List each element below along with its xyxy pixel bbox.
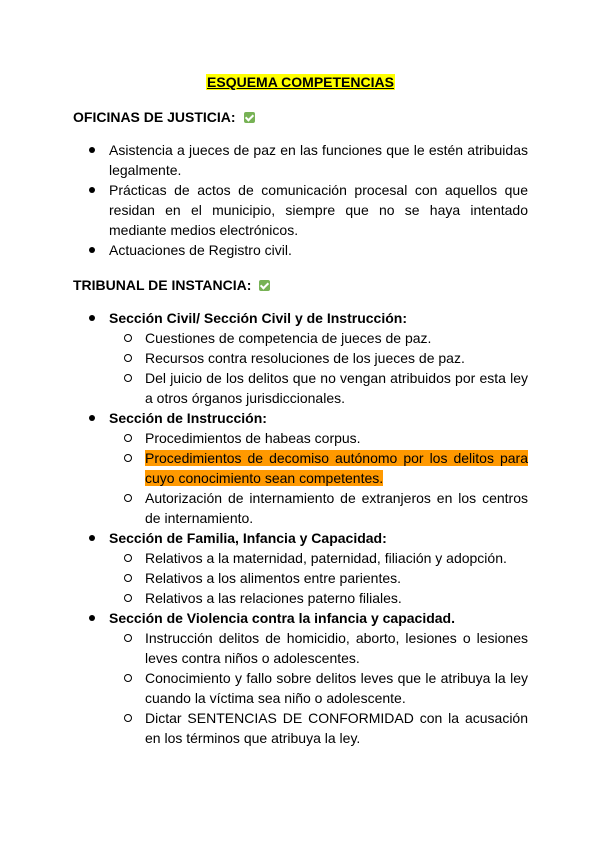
sub-list-item: Relativos a los alimentos entre parientes. xyxy=(109,568,528,588)
sub-list-item: Instrucción delitos de homicidio, aborto, lesiones o lesiones leves contra niños o adolescentes. xyxy=(109,628,528,668)
group-violencia xyxy=(73,608,528,748)
sub-list-item: Relativos a las relaciones paterno filiales. xyxy=(109,588,528,608)
group-label: Sección Civil/ Sección Civil y de Instrucción: xyxy=(109,310,407,326)
sub-list xyxy=(109,548,528,608)
list-item: Prácticas de actos de comunicación procesal con aquellos que residan en el municipio, siempre que no se haya intentado mediante medios electrónicos. xyxy=(73,180,528,240)
sub-list-item: Recursos contra resoluciones de los jueces de paz. xyxy=(109,348,528,368)
list-item: Actuaciones de Registro civil. xyxy=(73,240,528,260)
sub-list-item: Del juicio de los delitos que no vengan atribuidos por esta ley a otros órganos jurisdiccionales. xyxy=(109,368,528,408)
group-instruccion xyxy=(73,408,528,528)
sub-list xyxy=(109,328,528,408)
sub-list-item: Cuestiones de competencia de jueces de paz. xyxy=(109,328,528,348)
tribunal-list xyxy=(73,308,528,748)
group-label: Sección de Violencia contra la infancia y capacidad. xyxy=(109,610,455,626)
group-label: Sección de Instrucción: xyxy=(109,410,267,426)
sub-list-item: Relativos a la maternidad, paternidad, filiación y adopción. xyxy=(109,548,528,568)
sub-list-item: Procedimientos de habeas corpus. xyxy=(109,428,528,448)
sub-list xyxy=(109,628,528,748)
document-title xyxy=(73,72,528,92)
group-label: Sección de Familia, Infancia y Capacidad: xyxy=(109,530,387,546)
section-heading-text: TRIBUNAL DE INSTANCIA: xyxy=(73,277,252,293)
sub-list xyxy=(109,428,528,528)
section-heading-oficinas xyxy=(73,107,528,127)
list-item: Asistencia a jueces de paz en las funciones que le estén atribuidas legalmente. xyxy=(73,140,528,180)
sub-list-item: Autorización de internamiento de extranjeros en los centros de internamiento. xyxy=(109,488,528,528)
oficinas-list xyxy=(73,140,528,260)
section-heading-tribunal xyxy=(73,275,528,295)
sub-list-item: Dictar SENTENCIAS DE CONFORMIDAD con la acusación en los términos que atribuya la ley. xyxy=(109,708,528,748)
check-mark-icon xyxy=(259,280,270,291)
check-mark-icon xyxy=(244,112,255,123)
document-title-text: ESQUEMA COMPETENCIAS xyxy=(207,74,394,90)
sub-list-item-highlighted xyxy=(109,448,528,488)
group-civil xyxy=(73,308,528,408)
group-familia xyxy=(73,528,528,608)
section-heading-text: OFICINAS DE JUSTICIA: xyxy=(73,109,236,125)
sub-list-item: Conocimiento y fallo sobre delitos leves que le atribuya la ley cuando la víctima sea niño o adolescente. xyxy=(109,668,528,708)
highlighted-text: Procedimientos de decomiso autónomo por los delitos para cuyo conocimiento sean competentes. xyxy=(145,450,528,486)
